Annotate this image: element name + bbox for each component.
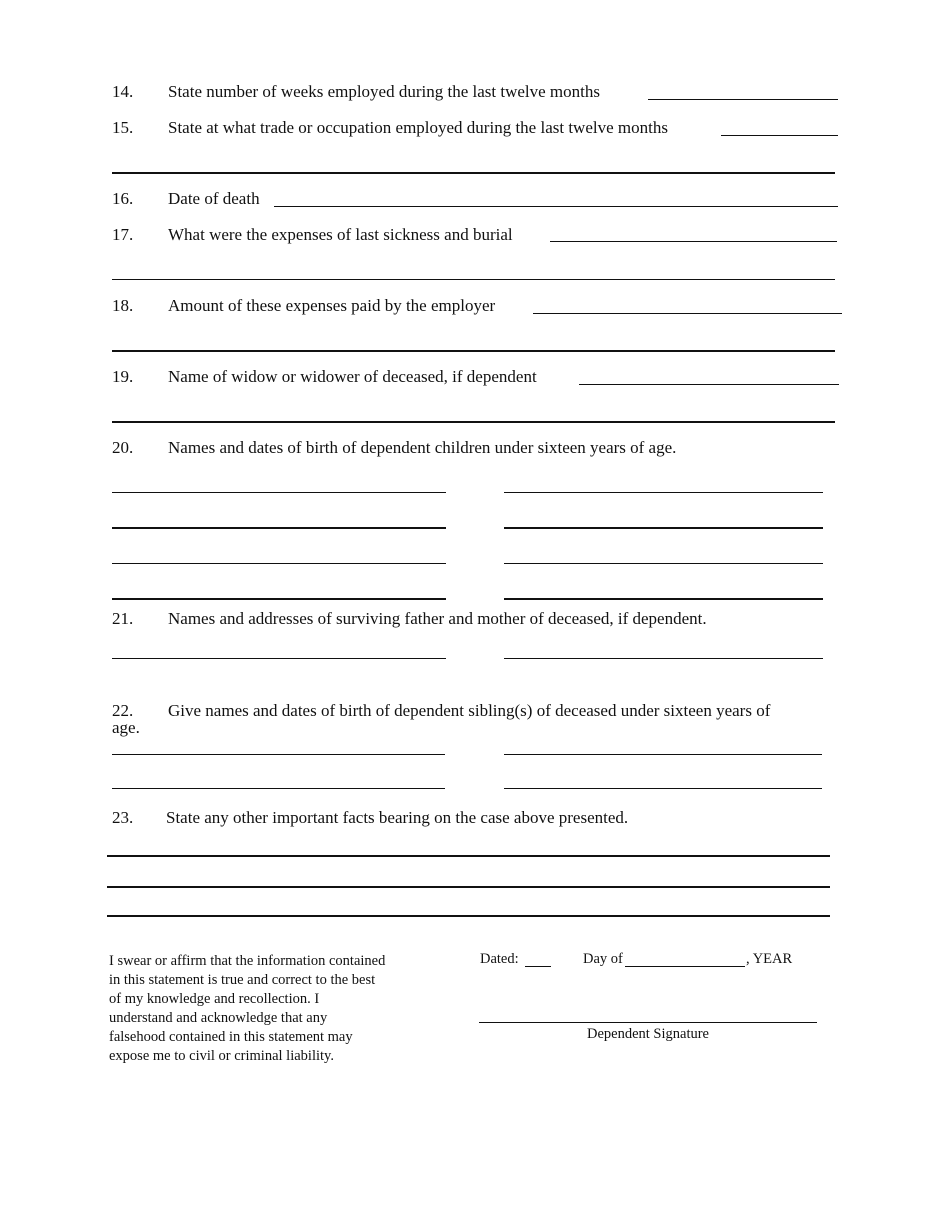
child-field-left-1[interactable] <box>112 492 446 493</box>
question-text: What were the expenses of last sickness and burial <box>168 225 513 244</box>
question-text: Name of widow or widower of deceased, if dependent <box>168 367 537 386</box>
affirmation-line: expose me to civil or criminal liability. <box>109 1048 334 1064</box>
sibling-field-right-2[interactable] <box>504 788 822 789</box>
question-text: State any other important facts bearing on the case above presented. <box>166 808 629 827</box>
affirmation-statement <box>109 952 385 1066</box>
question-text: State at what trade or occupation employed during the last twelve months <box>168 118 668 137</box>
child-field-left-4[interactable] <box>112 598 446 600</box>
question-number: 16. <box>112 189 134 208</box>
signature-label: Dependent Signature <box>586 1026 709 1042</box>
sibling-field-left-1[interactable] <box>112 754 445 755</box>
question-22-continuation: age. <box>112 718 140 737</box>
question-text: Names and addresses of surviving father and mother of deceased, if dependent. <box>168 609 707 628</box>
expenses-field[interactable] <box>550 241 837 242</box>
other-facts-field-2[interactable] <box>107 886 830 888</box>
sibling-field-left-2[interactable] <box>112 788 445 789</box>
affirmation-line: falsehood contained in this statement may <box>109 1029 353 1045</box>
affirmation-line: I swear or affirm that the information contained <box>109 953 386 969</box>
trade-occupation-field[interactable] <box>721 135 838 136</box>
year-label: , YEAR <box>746 951 793 967</box>
question-number: 22. <box>112 701 134 720</box>
affirmation-line: understand and acknowledge that any <box>109 1010 328 1026</box>
child-field-right-2[interactable] <box>504 527 823 529</box>
sibling-field-right-1[interactable] <box>504 754 822 755</box>
question-number: 23. <box>112 808 134 827</box>
affirmation-line: of my knowledge and recollection. I <box>109 991 320 1007</box>
dated-label: Dated: <box>480 951 519 967</box>
other-facts-field-1[interactable] <box>107 855 830 857</box>
affirmation-line: in this statement is true and correct to the best <box>109 972 376 988</box>
question-number: 15. <box>112 118 134 137</box>
question-number: 14. <box>112 82 134 101</box>
question-text: Give names and dates of birth of dependent sibling(s) of deceased under sixteen years of <box>168 701 771 720</box>
dependent-signature-field[interactable] <box>479 1022 817 1023</box>
trade-occupation-field-line-2[interactable] <box>112 172 835 174</box>
child-field-right-3[interactable] <box>504 563 823 564</box>
widow-name-field-line-2[interactable] <box>112 421 835 423</box>
dated-day-field[interactable] <box>525 966 551 967</box>
question-text: State number of weeks employed during the last twelve months <box>168 82 600 101</box>
question-number: 21. <box>112 609 134 628</box>
date-of-death-field[interactable] <box>274 206 838 207</box>
child-field-right-4[interactable] <box>504 598 823 600</box>
parent-field-left[interactable] <box>112 658 446 659</box>
day-of-label: Day of <box>583 951 623 967</box>
question-number: 18. <box>112 296 134 315</box>
child-field-left-2[interactable] <box>112 527 446 529</box>
weeks-employed-field[interactable] <box>648 99 838 100</box>
employer-paid-field[interactable] <box>533 313 842 314</box>
employer-paid-field-line-2[interactable] <box>112 350 835 352</box>
question-number: 17. <box>112 225 134 244</box>
question-text: Date of death <box>168 189 260 208</box>
question-text: Names and dates of birth of dependent children under sixteen years of age. <box>168 438 677 457</box>
child-field-left-3[interactable] <box>112 563 446 564</box>
question-number: 20. <box>112 438 134 457</box>
expenses-field-line-2[interactable] <box>112 279 835 280</box>
month-field[interactable] <box>625 966 745 967</box>
question-number: 19. <box>112 367 134 386</box>
other-facts-field-3[interactable] <box>107 915 830 917</box>
child-field-right-1[interactable] <box>504 492 823 493</box>
parent-field-right[interactable] <box>504 658 823 659</box>
widow-name-field[interactable] <box>579 384 839 385</box>
question-text: Amount of these expenses paid by the employer <box>168 296 496 315</box>
